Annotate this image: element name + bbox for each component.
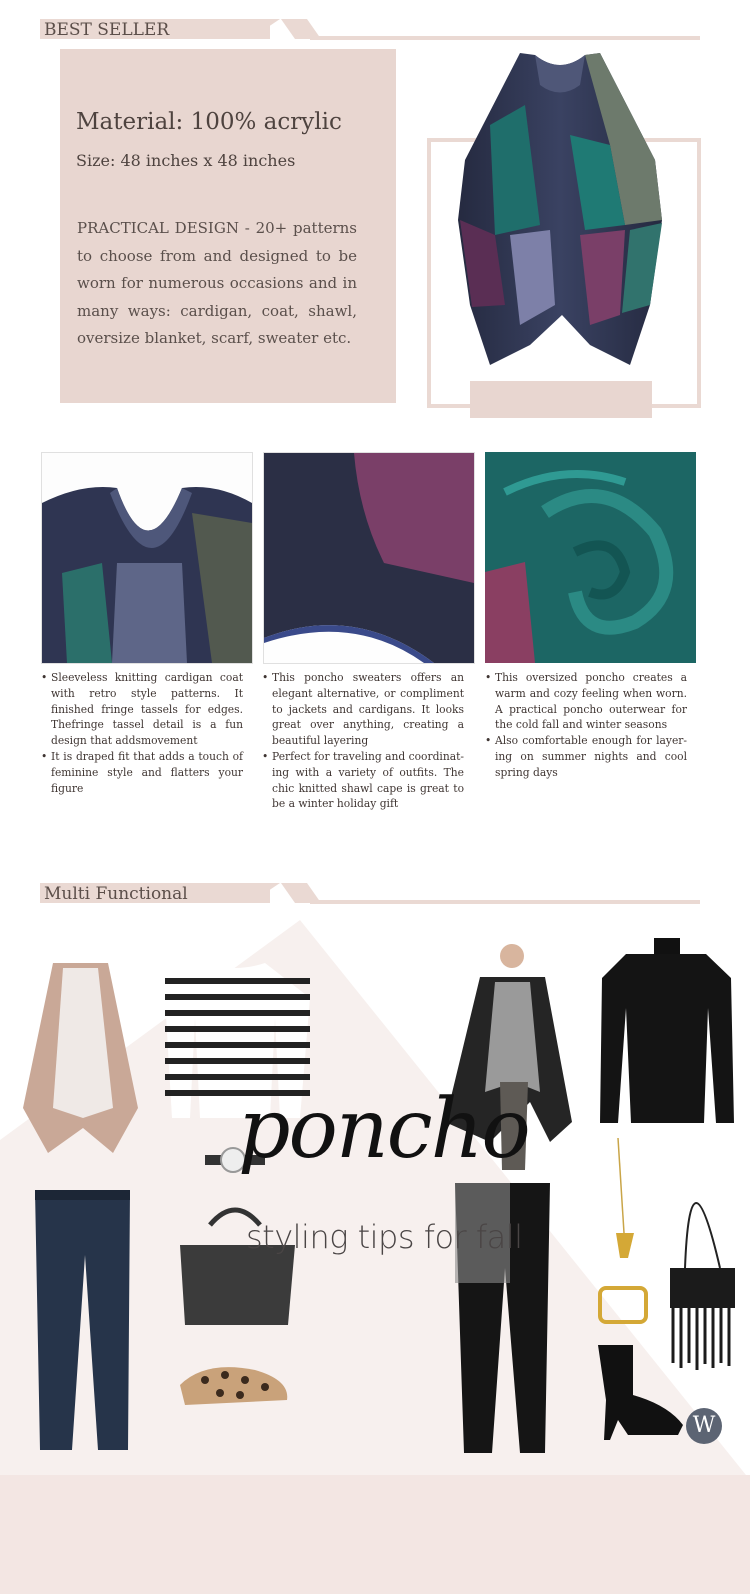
list-item: • This oversized poncho creates a warm and cozy feeling when worn. A practical poncho outerwear for the cold fall and winter seasons (495, 670, 687, 733)
leopard-shoe-image (175, 1355, 295, 1415)
list-item: • Also comfortable enough for layer-ing on summer nights and cool spring days (495, 733, 687, 780)
leather-bag-image (170, 1195, 305, 1335)
black-boots-image (588, 1340, 688, 1445)
list-item: • This poncho sweaters offers an elegant alternative, or compliment to jackets and cardigans. It looks great over anything, creating a beautiful layering (272, 670, 464, 749)
list-item: • It is draped fit that adds a touch of feminine style and flatters your figure (51, 749, 243, 796)
list-item: • Perfect for traveling and coordinat-ing with a variety of outfits. The chic knitted shawl cape is great to be a winter holiday gift (272, 749, 464, 812)
multi-functional-title: Multi Functional (44, 884, 188, 904)
poncho-script-title: poncho (238, 1082, 529, 1177)
feature-list-1 (41, 670, 243, 796)
feature-list-2 (262, 670, 464, 812)
detail-image-neckline (41, 452, 253, 664)
bottom-band (0, 1475, 750, 1594)
gold-jewelry-image (596, 1138, 651, 1328)
feature-list-3 (485, 670, 687, 781)
beige-poncho-image (18, 958, 143, 1158)
best-seller-title: BEST SELLER (44, 20, 170, 40)
header-line (310, 36, 700, 40)
multi-functional-header (40, 883, 700, 907)
header-triangle (250, 19, 280, 39)
black-turtleneck-image (596, 938, 736, 1128)
feature-column-2 (262, 670, 464, 812)
best-seller-header (40, 19, 700, 43)
frame-tab (470, 381, 652, 418)
practical-design-text: PRACTICAL DESIGN - 20+ patterns to choose from and designed to be worn for numerous occasions and in many ways: cardigan, coat, shawl, oversize blanket, scarf, sweater etc. (77, 219, 357, 347)
styling-tips-subtitle: styling tips for fall (246, 1218, 523, 1256)
detail-image-fabric (485, 452, 696, 663)
poncho-product-image (450, 45, 670, 375)
brand-logo: W (686, 1408, 722, 1444)
product-info-box (60, 49, 396, 403)
jeans-image (30, 1185, 135, 1455)
material-text: Material: 100% acrylic (76, 109, 342, 135)
header-line (310, 900, 700, 904)
detail-image-hem (263, 452, 475, 664)
size-text: Size: 48 inches x 48 inches (76, 151, 296, 170)
feature-column-1 (41, 670, 243, 796)
header-triangle (250, 883, 280, 903)
list-item: • Sleeveless knitting cardigan coat with retro style patterns. It finished fringe tassels for edges. Thefringe tassel detail is a fun design that addsmovement (51, 670, 243, 749)
fringe-bag-image (665, 1138, 740, 1373)
feature-column-3 (485, 670, 687, 781)
